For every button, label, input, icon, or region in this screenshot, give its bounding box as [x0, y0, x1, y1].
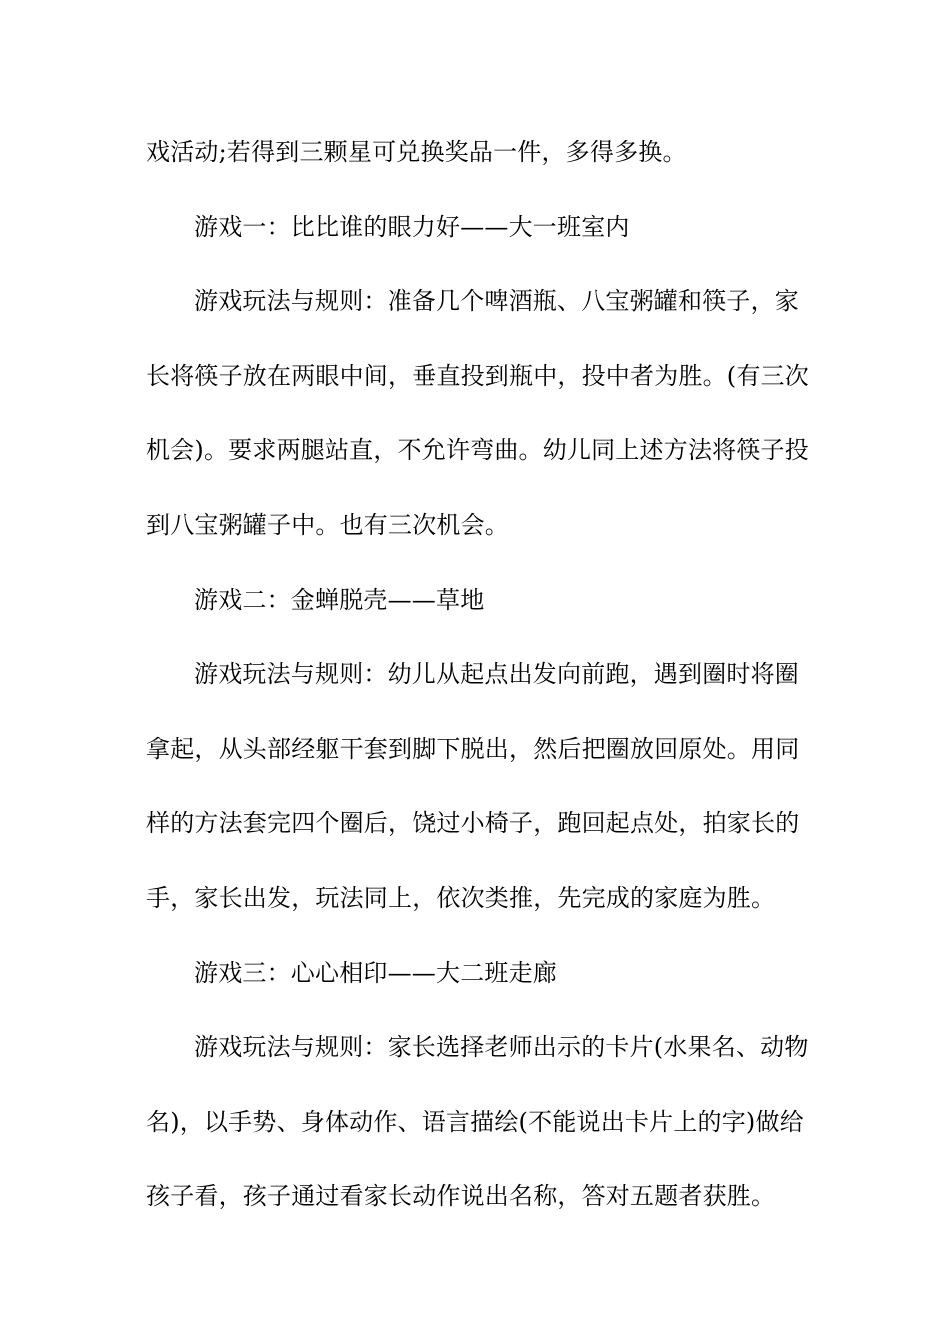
paragraph-line: 游戏玩法与规则：家长选择老师出示的卡片(水果名、动物: [194, 1033, 809, 1062]
paragraph-line: 机会)。要求两腿站直，不允许弯曲。幼儿同上述方法将筷子投: [146, 436, 809, 465]
section-heading: 游戏三：心心相印——大二班走廊: [194, 958, 557, 987]
paragraph-line: 戏活动;若得到三颗星可兑换奖品一件，多得多换。: [146, 138, 687, 166]
paragraph-line: 拿起，从头部经躯干套到脚下脱出，然后把圈放回原处。用同: [146, 734, 800, 763]
paragraph-line: 游戏玩法与规则：幼儿从起点出发向前跑，遇到圈时将圈: [194, 660, 799, 689]
document-body: [146, 132, 808, 1251]
paragraph-line: 到八宝粥罐子中。也有三次机会。: [146, 510, 509, 539]
paragraph-line: 名)，以手势、身体动作、语言描绘(不能说出卡片上的字)做给: [146, 1107, 804, 1136]
paragraph-line: 长将筷子放在两眼中间，垂直投到瓶中，投中者为胜。(有三次: [146, 361, 809, 390]
section-heading: 游戏一：比比谁的眼力好——大一班室内: [194, 212, 630, 241]
section-heading: 游戏二：金蝉脱壳——草地: [194, 585, 485, 614]
paragraph-line: 样的方法套完四个圈后，饶过小椅子，跑回起点处，拍家长的: [146, 809, 800, 838]
paragraph-line: 手，家长出发，玩法同上，依次类推，先完成的家庭为胜。: [146, 883, 776, 912]
paragraph-line: 孩子看，孩子通过看家长动作说出名称，答对五题者获胜。: [146, 1182, 776, 1211]
paragraph-line: 游戏玩法与规则：准备几个啤酒瓶、八宝粥罐和筷子，家: [194, 287, 799, 316]
